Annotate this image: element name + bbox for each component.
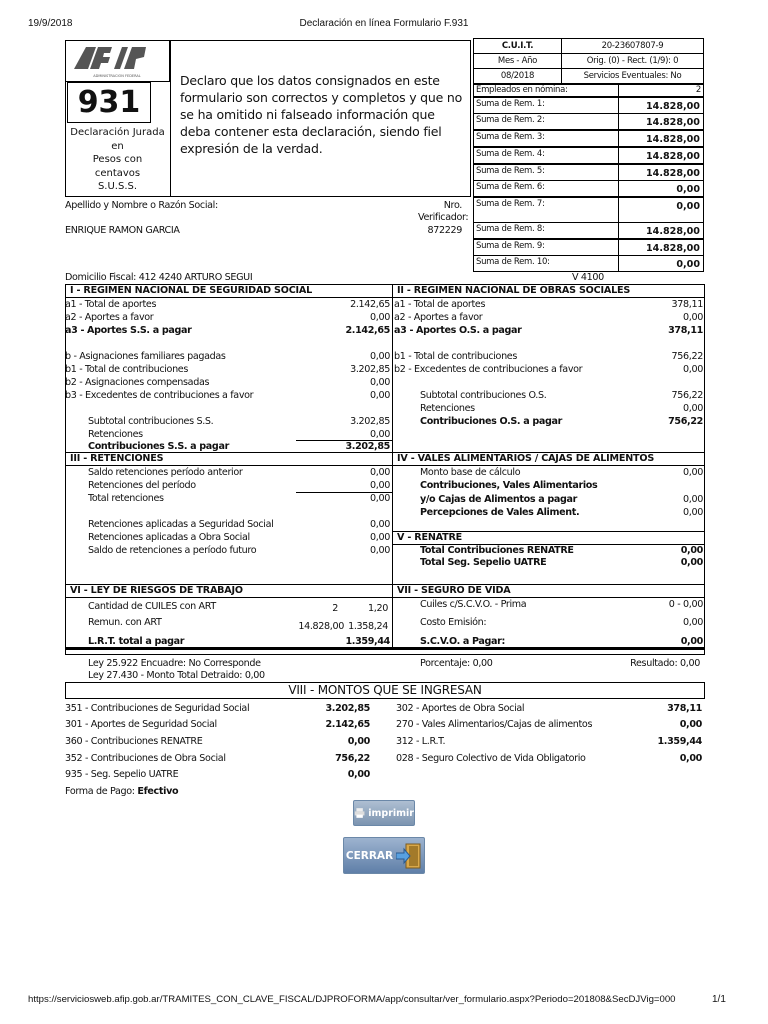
s2-row-label: Contribuciones O.S. a pagar — [420, 416, 562, 427]
s2-row-label: a2 - Aportes a favor — [394, 312, 483, 323]
empleados-value: 2 — [618, 84, 704, 97]
s2-row-value: 756,22 — [671, 390, 703, 401]
s8-left-value: 756,22 — [335, 753, 370, 764]
s8-right-label: 302 - Aportes de Obra Social — [396, 703, 525, 714]
s1-row-label: Subtotal contribuciones S.S. — [88, 416, 214, 427]
rem-value: 14.828,00 — [618, 147, 704, 164]
s8-left-value: 3.202,85 — [325, 703, 370, 714]
s8-left-label: 360 - Contribuciones RENATRE — [65, 736, 203, 747]
s4-row-value: 0,00 — [683, 507, 703, 518]
s3-row-label: Retenciones del período — [88, 480, 196, 491]
s7-costo-value: 0,00 — [683, 617, 703, 628]
s2-row-label: Subtotal contribuciones O.S. — [420, 390, 547, 401]
cuit-value: 20-23607807-9 — [561, 38, 704, 54]
s8-title: VIII - MONTOS QUE SE INGRESAN — [65, 682, 705, 699]
verif-label-2: Verificador: — [418, 212, 469, 223]
s1-row-label: a3 - Aportes S.S. a pagar — [65, 325, 192, 336]
s7-scvo-label: S.C.V.O. a Pagar: — [420, 636, 506, 647]
mes-anio-label: Mes - Año — [473, 53, 562, 69]
s1-row-label: a2 - Aportes a favor — [65, 312, 154, 323]
s3-row-value: 0,00 — [370, 532, 390, 543]
contrib-name: ENRIQUE RAMON GARCIA — [65, 225, 180, 236]
form-subtitle: Declaración Jurada en Pesos con centavos S.U.S.S. — [70, 127, 165, 192]
rem-value: 14.828,00 — [618, 222, 704, 239]
s1-row-label: b3 - Excedentes de contribuciones a favor — [65, 390, 254, 401]
servicios: Servicios Eventuales: No — [561, 68, 704, 84]
s4-row-value: 0,00 — [683, 467, 703, 478]
s6-title: VI - LEY DE RIESGOS DE TRABAJO — [65, 584, 393, 598]
s8-left-label: 935 - Seg. Sepelio UATRE — [65, 769, 179, 780]
forma-pago: Forma de Pago: Efectivo — [65, 786, 179, 797]
s5-row-label: Total Contribuciones RENATRE — [420, 545, 574, 556]
s7-cuiles-value: 0 - 0,00 — [668, 599, 703, 610]
s5-row-value: 0,00 — [680, 557, 703, 568]
s1-row-value: 2.142,65 — [350, 299, 390, 310]
s8-right-label: 312 - L.R.T. — [396, 736, 446, 747]
s4-row-label: y/o Cajas de Alimentos a pagar — [420, 494, 578, 505]
print-button[interactable]: imprimir — [353, 800, 415, 826]
rem-value: 0,00 — [618, 255, 704, 272]
s7-title: VII - SEGURO DE VIDA — [392, 584, 705, 598]
s5-title: V - RENATRE — [392, 531, 705, 545]
rem-value: 14.828,00 — [618, 97, 704, 114]
print-title: Declaración en línea Formulario F.931 — [299, 18, 469, 29]
s6-cuiles-value: 1,20 — [368, 603, 388, 614]
empleados-label: Empleados en nómina: — [473, 84, 619, 97]
orig-rect: Orig. (0) - Rect. (1/9): 0 — [561, 53, 704, 69]
s3-row-label: Saldo retenciones período anterior — [88, 467, 243, 478]
s2-row-value: 0,00 — [683, 403, 703, 414]
svg-text:ADMINISTRACION FEDERAL: ADMINISTRACION FEDERAL — [93, 74, 141, 78]
s6-lrt-label: L.R.T. total a pagar — [88, 636, 185, 647]
s1-row-label: b - Asignaciones familiares pagadas — [65, 351, 226, 362]
s2-row-label: b1 - Total de contribuciones — [394, 351, 518, 362]
s1-row-value: 0,00 — [370, 390, 390, 401]
s2-row-label: Retenciones — [420, 403, 475, 414]
s1-row-label: b1 - Total de contribuciones — [65, 364, 189, 375]
s1-row-value: 3.202,85 — [350, 364, 390, 375]
declaration-text: Declaro que los datos consignados en este formulario son correctos y completos y que no se ha omitido ni falseado información que deba contener esta declaración, siendo fiel expresión de la verdad. — [180, 73, 463, 156]
s1-row-value: 3.202,85 — [350, 416, 390, 427]
s6-remun-label: Remun. con ART — [88, 617, 162, 628]
rem-label: Suma de Rem. 5: — [473, 164, 619, 181]
s3-row-label: Saldo de retenciones a período futuro — [88, 545, 257, 556]
s3-row-value: 0,00 — [370, 519, 390, 530]
s3-title: III - RETENCIONES — [65, 452, 393, 466]
close-button[interactable]: CERRAR — [343, 837, 425, 874]
rem-label: Suma de Rem. 2: — [473, 113, 619, 130]
s8-right-value: 0,00 — [679, 719, 702, 730]
s1-row-value: 3.202,85 — [345, 441, 390, 452]
s1-row-value: 0,00 — [370, 429, 390, 440]
s5-row-value: 0,00 — [680, 545, 703, 556]
s8-left-label: 301 - Aportes de Seguridad Social — [65, 719, 217, 730]
s2-row-label: a3 - Aportes O.S. a pagar — [394, 325, 522, 336]
name-label: Apellido y Nombre o Razón Social: — [65, 200, 218, 211]
s1-title: I - REGIMEN NACIONAL DE SEGURIDAD SOCIAL — [65, 284, 393, 298]
s2-row-value: 0,00 — [683, 364, 703, 375]
print-page: 1/1 — [712, 994, 726, 1005]
rem-value: 14.828,00 — [618, 164, 704, 181]
s4-row-label: Percepciones de Vales Aliment. — [420, 507, 580, 518]
ley-line2: Ley 27.430 - Monto Total Detraido: 0,00 — [88, 670, 265, 681]
printer-icon — [354, 806, 365, 820]
rem-value: 0,00 — [618, 180, 704, 197]
version: V 4100 — [572, 272, 604, 283]
porcentaje: Porcentaje: 0,00 — [420, 658, 493, 669]
s7-costo-label: Costo Emisión: — [420, 617, 487, 628]
s8-right-value: 0,00 — [679, 753, 702, 764]
verif-value: 872229 — [427, 225, 462, 236]
ley-line1: Ley 25.922 Encuadre: No Corresponde — [88, 658, 261, 669]
s8-right-label: 028 - Seguro Colectivo de Vida Obligatorio — [396, 753, 586, 764]
rem-label: Suma de Rem. 3: — [473, 130, 619, 147]
rem-label: Suma de Rem. 6: — [473, 180, 619, 197]
s1-row-value: 0,00 — [370, 351, 390, 362]
rem-value: 14.828,00 — [618, 113, 704, 130]
form-number: 931 — [67, 82, 151, 123]
print-date: 19/9/2018 — [28, 18, 73, 29]
rem-label: Suma de Rem. 7: — [473, 197, 619, 223]
s8-left-label: 352 - Contribuciones de Obra Social — [65, 753, 226, 764]
rem-label: Suma de Rem. 1: — [473, 97, 619, 114]
divider-bar — [65, 649, 705, 655]
s3-row-value: 0,00 — [370, 545, 390, 556]
s8-right-label: 270 - Vales Alimentarios/Cajas de alimentos — [396, 719, 593, 730]
s8-right-value: 1.359,44 — [657, 736, 702, 747]
s8-left-label: 351 - Contribuciones de Seguridad Social — [65, 703, 250, 714]
s1-row-value: 0,00 — [370, 312, 390, 323]
rem-label: Suma de Rem. 9: — [473, 239, 619, 256]
cuit-label: C.U.I.T. — [473, 38, 562, 54]
rem-label: Suma de Rem. 4: — [473, 147, 619, 164]
s3-row-value: 0,00 — [370, 480, 390, 491]
s1-row-value: 2.142,65 — [345, 325, 390, 336]
form-id-box — [65, 40, 171, 197]
rem-value: 14.828,00 — [618, 130, 704, 147]
s8-left-value: 2.142,65 — [325, 719, 370, 730]
rem-label: Suma de Rem. 8: — [473, 222, 619, 239]
s2-row-label: b2 - Excedentes de contribuciones a favor — [394, 364, 583, 375]
s1-row-value: 0,00 — [370, 377, 390, 388]
verif-label-1: Nro. — [443, 200, 462, 211]
domicilio: Domicilio Fiscal: 412 4240 ARTURO SEGUI — [65, 272, 253, 283]
s2-row-value: 378,11 — [668, 325, 703, 336]
s2-row-value: 0,00 — [683, 312, 703, 323]
s6-cuiles-label: Cantidad de CUILES con ART — [88, 601, 216, 612]
s3-row-label: Retenciones aplicadas a Obra Social — [88, 532, 250, 543]
s2-row-value: 756,22 — [668, 416, 703, 427]
s1-row-label: Retenciones — [88, 429, 143, 440]
s3-row-label: Retenciones aplicadas a Seguridad Social — [88, 519, 274, 530]
s8-left-value: 0,00 — [347, 736, 370, 747]
s3-row-value: 0,00 — [370, 467, 390, 478]
s7-scvo-value: 0,00 — [680, 636, 703, 647]
s8-right-value: 378,11 — [667, 703, 702, 714]
s7-cuiles-label: Cuiles c/S.C.V.O. - Prima — [420, 599, 527, 610]
s3-row-label: Total retenciones — [88, 493, 164, 504]
s4-row-value: 0,00 — [683, 494, 703, 505]
resultado: Resultado: 0,00 — [630, 658, 700, 669]
s5-row-label: Total Seg. Sepelio UATRE — [420, 557, 547, 568]
s1-row-label: a1 - Total de aportes — [65, 299, 157, 310]
exit-door-icon — [396, 842, 422, 870]
s4-row-label: Contribuciones, Vales Alimentarios — [420, 480, 598, 491]
s6-remun-b: 1.358,24 — [348, 621, 388, 632]
s2-row-label: a1 - Total de aportes — [394, 299, 486, 310]
s8-left-value: 0,00 — [347, 769, 370, 780]
s6-cuiles-count: 2 — [332, 603, 338, 614]
s6-lrt-value: 1.359,44 — [345, 636, 390, 647]
s6-remun-a: 14.828,00 — [298, 621, 344, 632]
s2-row-value: 756,22 — [671, 351, 703, 362]
s1-row-label: b2 - Asignaciones compensadas — [65, 377, 210, 388]
s3-row-value: 0,00 — [370, 493, 390, 504]
s2-title: II - REGIMEN NACIONAL DE OBRAS SOCIALES — [392, 284, 705, 298]
rem-value: 14.828,00 — [618, 239, 704, 256]
s4-row-label: Monto base de cálculo — [420, 467, 521, 478]
s4-title: IV - VALES ALIMENTARIOS / CAJAS DE ALIMENTOS — [392, 452, 705, 466]
rem-value: 0,00 — [618, 197, 704, 223]
s2-row-value: 378,11 — [671, 299, 703, 310]
print-url: https://serviciosweb.afip.gob.ar/TRAMITES_CON_CLAVE_FISCAL/DJPROFORMA/app/consultar/ver_formulario.aspx?Periodo=201808&SecDJVig=000 — [28, 994, 676, 1005]
s1-row-label: Contribuciones S.S. a pagar — [88, 441, 229, 452]
period: 08/2018 — [473, 68, 562, 84]
rem-label: Suma de Rem. 10: — [473, 255, 619, 272]
